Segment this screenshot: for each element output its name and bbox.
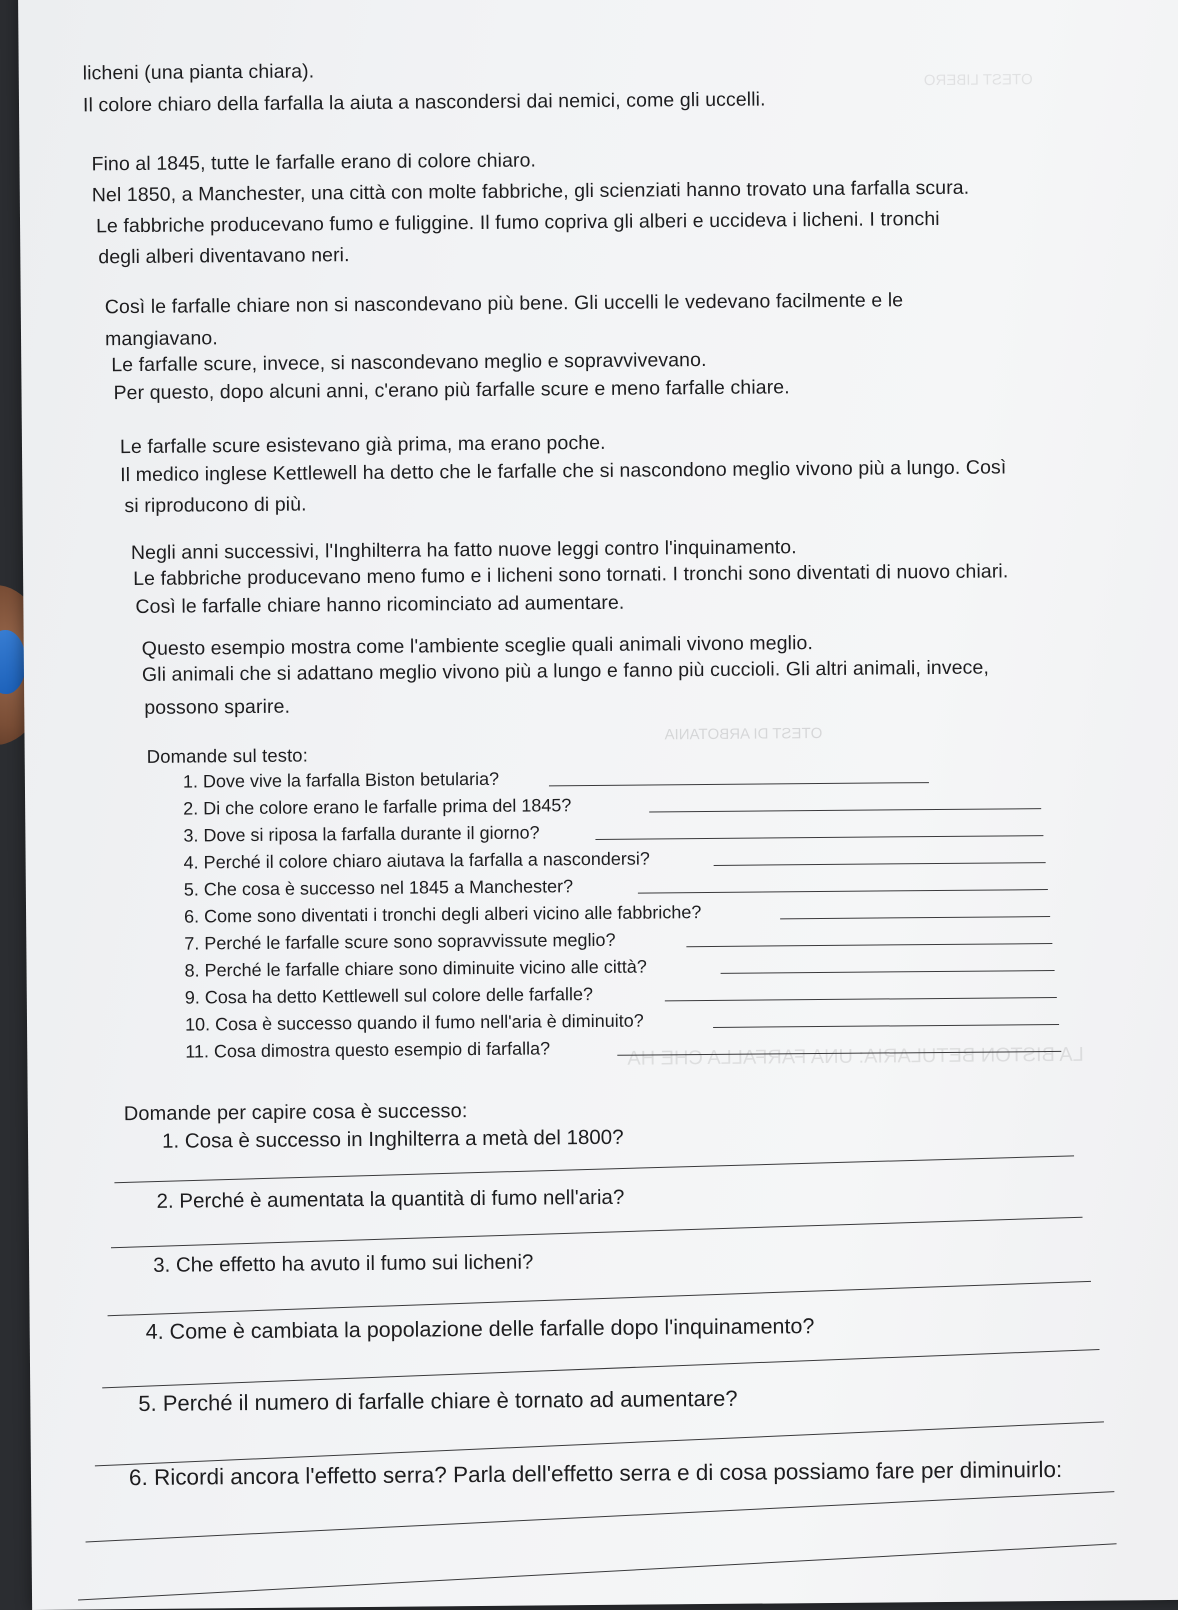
answer-line [78,1543,1117,1600]
answer-line [108,1281,1091,1316]
answer-line [714,862,1046,866]
text-line: Gli animali che si adattano meglio vivono più a lungo e fanno più cuccioli. Gli altri animali, invece, [141,656,990,686]
text-line: Così le farfalle chiare non si nascondevano più bene. Gli uccelli le vedevano facilmente e le [104,289,904,319]
answer-line [595,835,1043,840]
question-item: 2. Perché è aumentata la quantità di fumo nell'aria? [156,1185,625,1213]
question-item: 4. Perché il colore chiaro aiutava la farfalla a nascondersi? [183,848,650,873]
text-line: Questo esempio mostra come l'ambiente sceglie quali animali vivono meglio. [141,632,814,660]
text-line: Il colore chiaro della farfalla la aiuta a nascondersi dai nemici, come gli uccelli. [82,88,766,117]
question-item: 1. Dove vive la farfalla Biston betularia? [182,768,500,792]
text-line: Nel 1850, a Manchester, una città con molte fabbriche, gli scienziati hanno trovato una farfalla scura. [91,176,970,207]
text-line: Così le farfalle chiare hanno ricominciato ad aumentare. [135,591,625,618]
question-item: 9. Cosa ha detto Kettlewell sul colore delle farfalle? [184,984,594,1008]
text-line: Le farfalle scure, invece, si nascondevano meglio e sopravvivevano. [111,349,707,377]
text-line: Per questo, dopo alcuni anni, c'erano più farfalle scure e meno farfalle chiare. [113,376,790,405]
section-title: Domande sul testo: [146,744,308,767]
question-item: 3. Dove si riposa la farfalla durante il giorno? [183,822,540,846]
question-item: 7. Perché le farfalle scure sono sopravvissute meglio? [184,929,616,954]
text-line: degli alberi diventavano neri. [98,244,350,269]
question-item: 6. Come sono diventati i tronchi degli alberi vicino alle fabbriche? [184,902,702,927]
worksheet-page [18,0,1178,1610]
text-line: Le farfalle scure esistevano già prima, ma erano poche. [119,431,606,459]
question-item: 8. Perché le farfalle chiare sono diminuite vicino alle città? [184,956,647,981]
answer-line [665,997,1057,1001]
answer-line [549,782,929,786]
answer-line [721,970,1055,974]
question-item: 10. Cosa è successo quando il fumo nell'aria è diminuito? [184,1010,644,1035]
question-item: 5. Che cosa è successo nel 1845 a Manchester? [183,876,574,900]
answer-line [86,1491,1115,1542]
question-item: 3. Che effetto ha avuto il fumo sui licheni? [153,1250,534,1277]
text-line: si riproducono di più. [124,493,307,518]
question-item: 5. Perché il numero di farfalle chiare è tornato ad aumentare? [138,1385,738,1417]
section-title: Domande per capire cosa è successo: [123,1100,468,1126]
answer-line [649,808,1041,812]
answer-line [102,1349,1099,1388]
show-through-text: OTEST DI ARBOTANIA [664,725,823,744]
text-line: possono sparire. [144,695,291,719]
question-item: 6. Ricordi ancora l'effetto serra? Parla dell'effetto serra e di cosa possiamo fare per diminuirlo: [128,1456,1063,1491]
text-line: mangiavano. [104,327,218,351]
answer-line [686,943,1052,947]
text-line: Il medico inglese Kettlewell ha detto che le farfalle che si nascondono meglio vivono più a lungo. Così [120,456,1007,487]
text-line: licheni (una pianta chiara). [82,60,315,85]
answer-line [713,1024,1059,1028]
show-through-text: OTEST LIBERO [923,71,1033,90]
answer-line [638,889,1048,894]
question-item: 2. Di che colore erano le farfalle prima del 1845? [183,795,572,819]
answer-line [111,1217,1083,1249]
show-through-text: LA BISTON BETULARIA: UNA FARFALLA CHE HA [627,1043,1084,1070]
text-line: Negli anni successivi, l'Inghilterra ha fatto nuove leggi contro l'inquinamento. [130,536,797,565]
answer-line [780,916,1050,919]
question-item: 11. Cosa dimostra questo esempio di farfalla? [185,1038,551,1062]
text-line: Le fabbriche producevano meno fumo e i licheni sono tornati. I tronchi sono diventati di nuovo chiari. [133,560,1009,591]
question-item: 4. Come è cambiata la popolazione delle farfalle dopo l'inquinamento? [145,1314,815,1344]
text-line: Fino al 1845, tutte le farfalle erano di colore chiaro. [91,149,537,176]
answer-line [114,1155,1074,1183]
text-line: Le fabbriche producevano fumo e fuliggine. Il fumo copriva gli alberi e uccideva i licheni. I tronchi [95,207,940,238]
question-item: 1. Cosa è successo in Inghilterra a metà del 1800? [161,1125,624,1153]
